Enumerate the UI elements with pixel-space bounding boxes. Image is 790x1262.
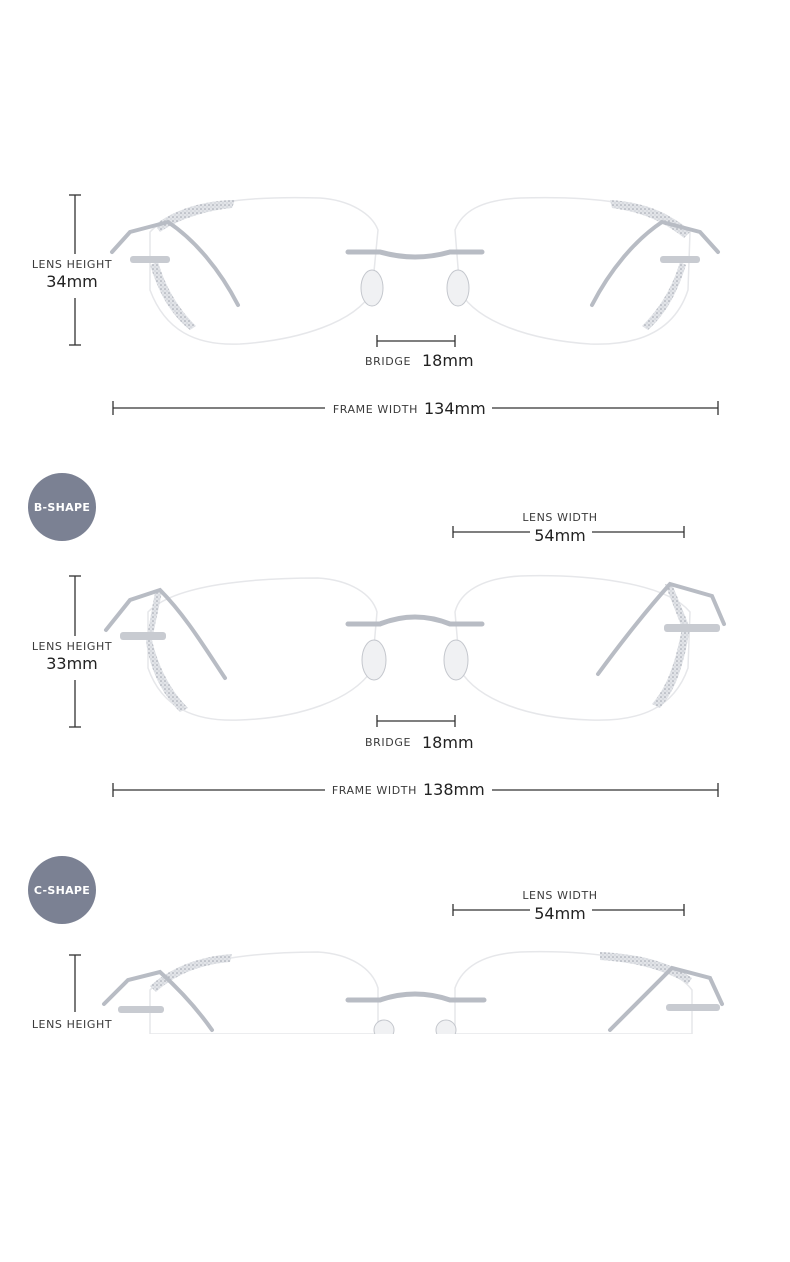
lens-height-value-a: 34mm (46, 272, 98, 291)
glasses-b-drawing (106, 576, 724, 720)
c-shape-badge: C-SHAPE (28, 856, 96, 924)
lens-height-label-c: LENS HEIGHT (31, 1018, 113, 1031)
frame-width-value-a: 134mm (424, 399, 486, 418)
lens-height-label-a: LENS HEIGHT (31, 258, 113, 271)
frame-width-label-b: FRAME WIDTH (331, 784, 417, 797)
bridge-value-a: 18mm (422, 351, 474, 370)
lens-width-label-b: LENS WIDTH (522, 511, 598, 524)
lens-width-value-b: 54mm (534, 526, 586, 545)
glasses-c-drawing (104, 952, 722, 1040)
lens-height-label-b: LENS HEIGHT (31, 640, 113, 653)
bottom-blank-area (0, 1034, 790, 1262)
bridge-label-b: BRIDGE (365, 736, 411, 749)
b-shape-badge: B-SHAPE (28, 473, 96, 541)
bridge-value-b: 18mm (422, 733, 474, 752)
lens-width-label-c: LENS WIDTH (522, 889, 598, 902)
lens-width-value-c: 54mm (534, 904, 586, 923)
frame-width-value-b: 138mm (423, 780, 485, 799)
frame-width-label-a: FRAME WIDTH (332, 403, 418, 416)
lens-height-value-b: 33mm (46, 654, 98, 673)
bridge-label-a: BRIDGE (365, 355, 411, 368)
glasses-a-drawing (112, 198, 718, 345)
